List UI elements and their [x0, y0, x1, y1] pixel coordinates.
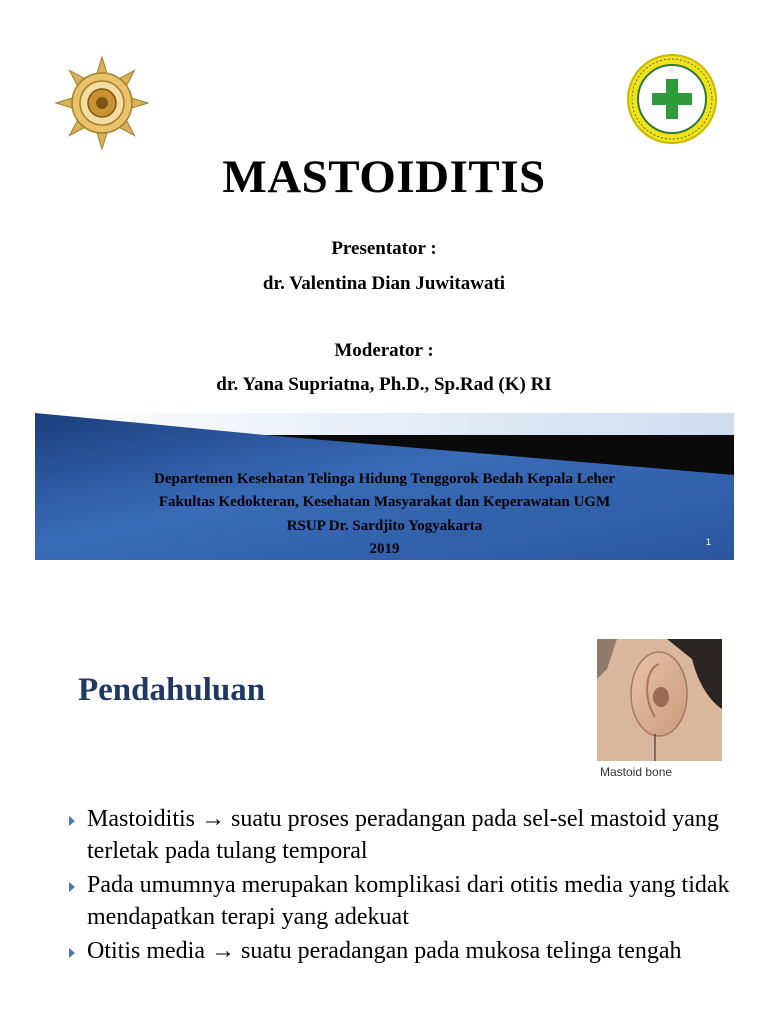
presenter-label: Presentator :	[331, 238, 437, 259]
institution-line-2: Fakultas Kedokteran, Kesehatan Masyarakat dan Keperawatan UGM	[158, 494, 611, 510]
bullet-item	[66, 803, 746, 867]
hospital-seal-icon	[624, 53, 720, 145]
moderator-label: Moderator :	[334, 340, 434, 361]
arrow-icon: →	[201, 806, 226, 832]
slide-title: MASTOIDITIS	[222, 151, 546, 203]
institution-line-1: Departemen Kesehatan Telinga Hidung Tenggorok Bedah Kepala Leher	[153, 471, 616, 487]
institution-year: 2019	[369, 541, 400, 557]
moderator-name: dr. Yana Supriatna, Ph.D., Sp.Rad (K) RI	[216, 374, 552, 395]
bullet-text: Pada umumnya merupakan komplikasi dari otitis media yang tidak mendapatkan terapi yang adekuat	[87, 872, 730, 930]
institution-line-3: RSUP Dr. Sardjito Yogyakarta	[286, 518, 483, 534]
bullet-text: Otitis media	[87, 938, 211, 964]
ugm-emblem-icon	[54, 53, 150, 153]
bullet-item	[66, 935, 746, 967]
triangle-bullet-icon	[69, 816, 75, 826]
bullet-item	[66, 869, 746, 933]
image-caption: Mastoid bone	[600, 765, 673, 779]
arrow-icon: →	[210, 938, 235, 964]
bullet-text: Mastoiditis	[87, 806, 202, 832]
bullet-text: suatu peradangan pada mukosa telinga tengah	[234, 938, 682, 964]
triangle-bullet-icon	[69, 948, 75, 958]
triangle-bullet-icon	[69, 882, 75, 892]
presenter-name: dr. Valentina Dian Juwitawati	[262, 273, 506, 294]
bullet-text: suatu proses peradangan pada sel-sel mastoid yang terletak pada tulang temporal	[87, 806, 719, 864]
bullet-list	[66, 803, 746, 969]
ear-photo	[597, 639, 722, 761]
page-number: 1	[706, 537, 712, 547]
section-title: Pendahuluan	[78, 672, 266, 708]
content-slide	[0, 576, 768, 1024]
